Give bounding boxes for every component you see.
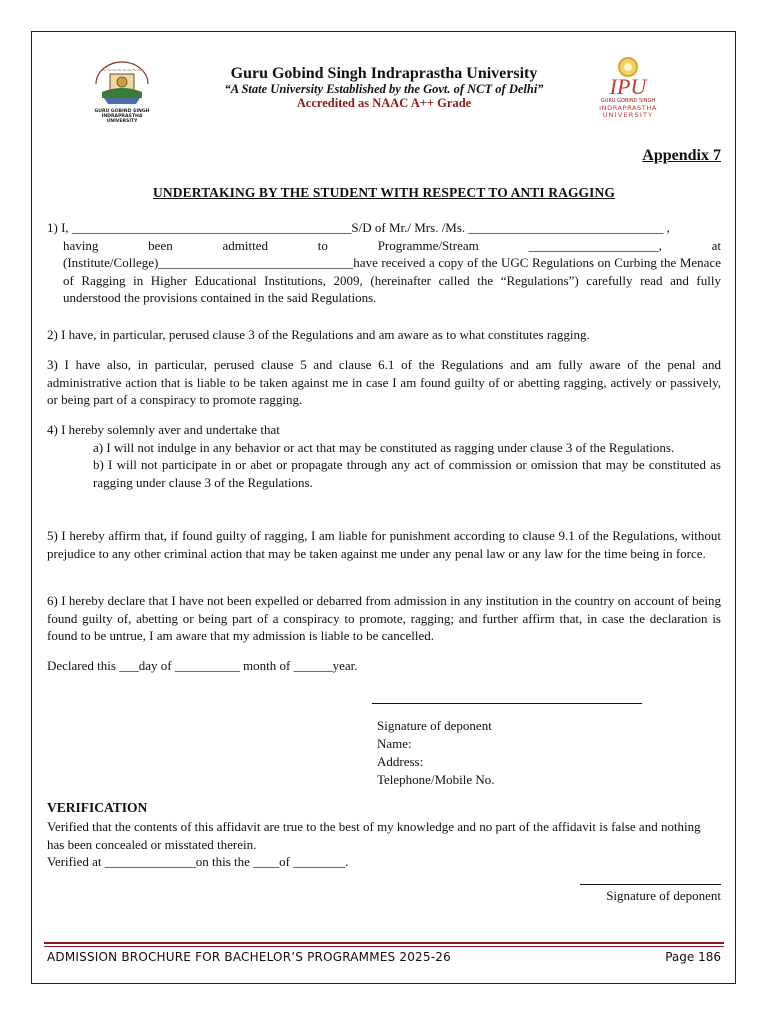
- verified-at-line: Verified at ______________on this the ____of ________.: [47, 854, 349, 869]
- word: Programme/Stream: [377, 237, 479, 253]
- clause-4-intro: 4) I hereby solemnly aver and undertake that: [47, 422, 280, 437]
- word: ____________________,: [528, 237, 662, 253]
- word: having: [63, 237, 99, 253]
- verification-title: VERIFICATION: [47, 800, 148, 815]
- university-name: Guru Gobind Singh Indraprastha University: [230, 65, 538, 82]
- signature-block: [377, 717, 495, 789]
- university-subtitle: “A State University Established by the Govt. of NCT of Delhi”: [224, 82, 544, 96]
- clause-4-b: b) I will not participate in or abet or propagate through any act of commission or omission that may be constituted as ragging under clause 3 of the Regulations.: [93, 457, 721, 490]
- right-logo-line-1: GURU GOBIND SINGH: [600, 98, 656, 104]
- verification-signature-line: [580, 884, 721, 885]
- ipu-mark: IPU: [609, 74, 647, 99]
- clause-4-a: a) I will not indulge in any behavior or act that may be constituted as ragging under clause 3 of the Regulations.: [93, 439, 675, 455]
- university-seal-logo: [82, 58, 162, 124]
- phone-label: Telephone/Mobile No.: [377, 772, 495, 787]
- right-logo-line-2: INDRAPRASTHA: [599, 104, 657, 112]
- left-logo-line-1: GURU GOBIND SINGH: [94, 109, 150, 114]
- clause-1: [47, 219, 721, 307]
- clause-6: 6) I hereby declare that I have not been expelled or debarred from admission in any institution in the country on account of being found guilty of, abetting or being part of a conspiracy to promote, ragging; and further affirm that, in case the declaration is found to be untrue, I am aware that my admission is liable to be cancelled.: [47, 593, 721, 643]
- clause-4: [47, 421, 721, 491]
- clause-3: 3) I have also, in particular, perused clause 5 and clause 6.1 of the Regulations and am fully aware of the penal and administrative action that is liable to be taken against me in case I am found guilty of or abetting ragging, actively or passively, or being part of a conspiracy to promote ragging.: [47, 357, 721, 407]
- footer-rule-thin: [44, 946, 724, 947]
- clause-2: 2) I have, in particular, perused clause 3 of the Regulations and am aware as to what constitutes ragging.: [47, 327, 590, 342]
- document-heading: UNDERTAKING BY THE STUDENT WITH RESPECT TO ANTI RAGGING: [153, 185, 615, 200]
- signature-label: Signature of deponent: [377, 718, 492, 733]
- right-logo-line-3: UNIVERSITY: [602, 111, 654, 119]
- declared-line: Declared this ___day of __________ month of ______year.: [47, 658, 358, 673]
- svg-text:~~~~~~~~: ~~~~~~~~: [101, 67, 143, 74]
- verification-body: [47, 818, 721, 871]
- name-label: Name:: [377, 736, 412, 751]
- page-number: Page 186: [665, 950, 721, 964]
- word: to: [317, 237, 328, 253]
- word: admitted: [222, 237, 268, 253]
- left-logo-line-3: UNIVERSITY: [106, 119, 138, 124]
- clause-1-line-3: (Institute/College)______________________________have received a copy of the UGC Regulations on Curbing the Menace of Ragging in Higher Educational Institutions, 2009, (hereinafter called the “Regulations”) carefully read and fully understood the provisions contained in the said Regulations.: [63, 255, 721, 305]
- left-logo-line-2: INDRAPRASTHA: [101, 114, 143, 119]
- footer-title: ADMISSION BROCHURE FOR BACHELOR’S PROGRAMMES 2025-26: [47, 950, 451, 964]
- clause-5: 5) I hereby affirm that, if found guilty of ragging, I am liable for punishment according to clause 9.1 of the Regulations, without prejudice to any other criminal action that may be taken against me under any penal law or any law for the time being in force.: [47, 528, 721, 561]
- verification-text: Verified that the contents of this affidavit are true to the best of my knowledge and no part of the affidavit is false and nothing has been concealed or misstated therein.: [47, 819, 701, 852]
- footer-rule: [44, 942, 724, 944]
- appendix-label: Appendix 7: [642, 147, 721, 164]
- verification-signature-label: Signature of deponent: [606, 888, 721, 903]
- signature-line: [372, 703, 642, 704]
- accreditation: Accredited as NAAC A++ Grade: [296, 96, 472, 110]
- address-label: Address:: [377, 754, 424, 769]
- clause-1-line-2: [47, 237, 721, 255]
- clause-1-line-1: 1) I, ___________________________________________S/D of Mr./ Mrs. /Ms. ______________________________ ,: [47, 220, 670, 235]
- word: been: [148, 237, 173, 253]
- word: at: [711, 237, 721, 253]
